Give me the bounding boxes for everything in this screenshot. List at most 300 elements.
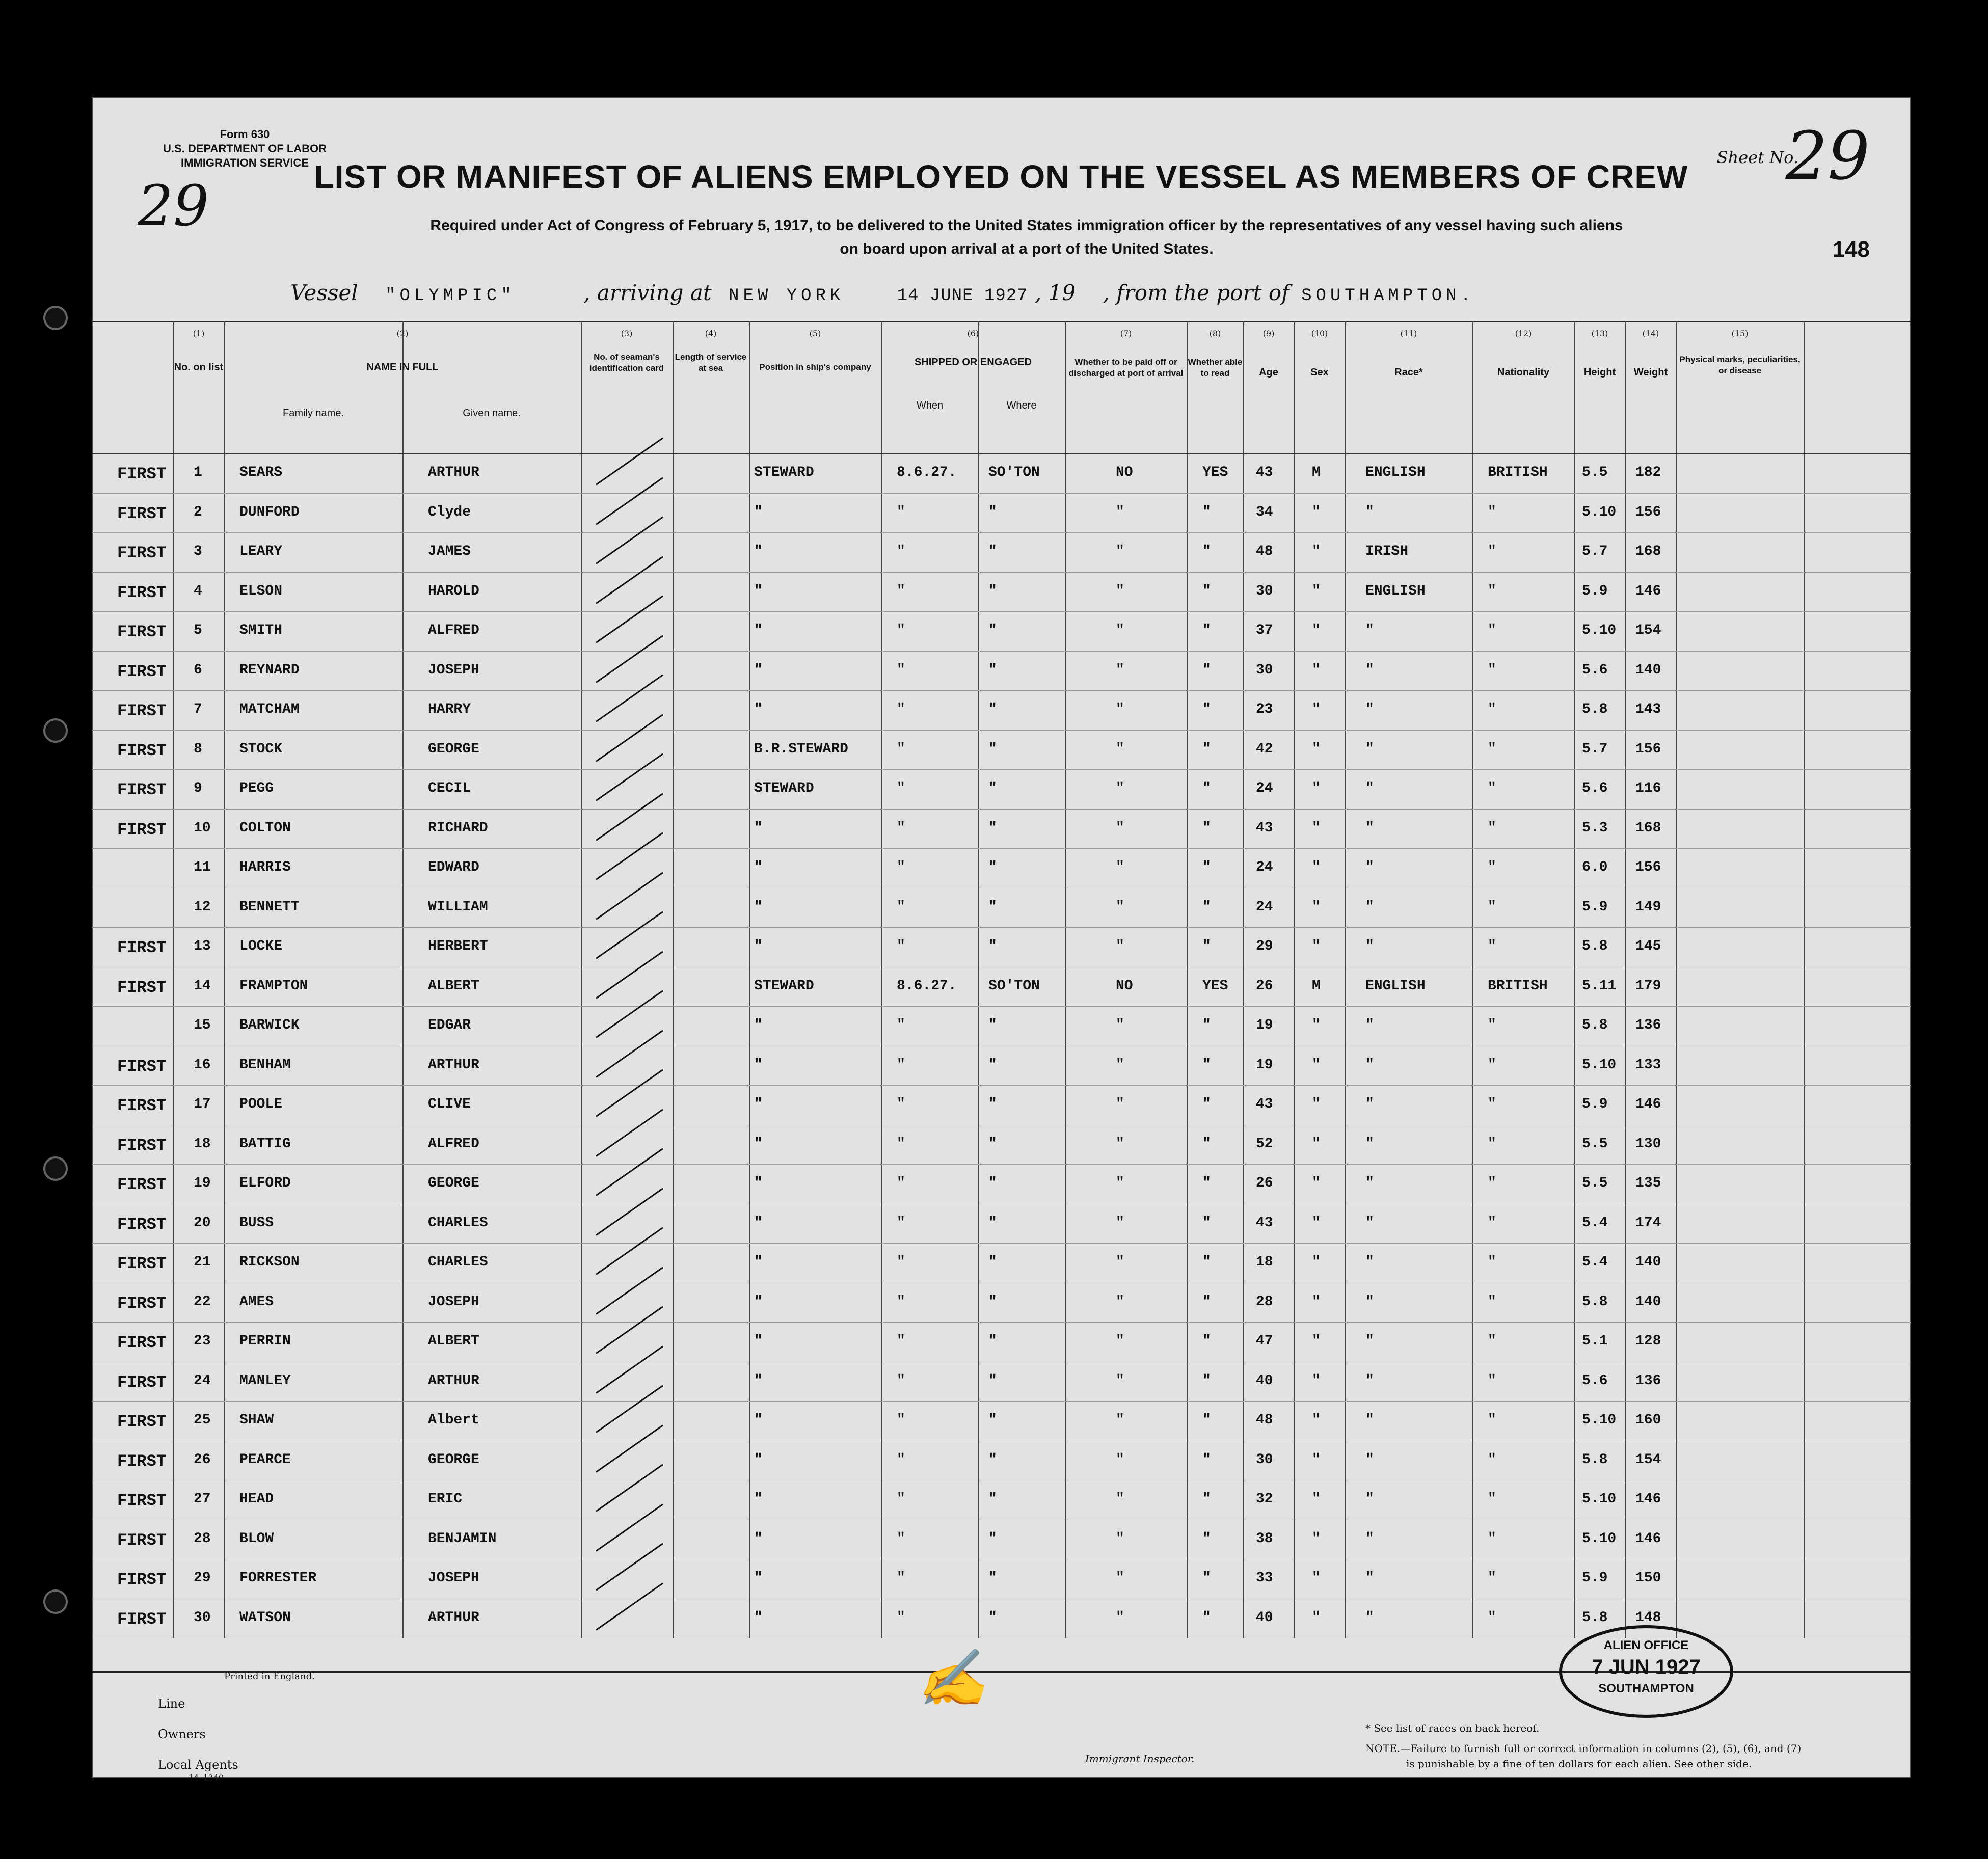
check-mark <box>596 951 663 999</box>
weight: 150 <box>1635 1570 1661 1586</box>
position: STEWARD <box>754 465 814 480</box>
shipped-where: " <box>988 1530 997 1547</box>
paid-off: " <box>1116 504 1124 520</box>
row-rule <box>92 848 1911 849</box>
southampton-stamp <box>1559 1625 1733 1718</box>
shipped-where: " <box>988 702 997 717</box>
header-bottom-rule <box>92 453 1911 454</box>
shipped-where: " <box>988 938 997 954</box>
weight: 146 <box>1635 1530 1661 1547</box>
check-mark <box>596 1069 663 1117</box>
sex: " <box>1312 1609 1321 1626</box>
check-mark <box>596 1464 663 1512</box>
list-number: 12 <box>194 899 211 915</box>
given-name: GEORGE <box>428 741 479 757</box>
age: 42 <box>1256 741 1273 757</box>
sex: " <box>1312 544 1321 559</box>
age: 48 <box>1256 1412 1273 1428</box>
shipped-when: " <box>897 662 905 678</box>
family-name: LEARY <box>239 544 283 559</box>
col6-when-label: When <box>916 400 944 411</box>
agents-code: 14–1340 <box>189 1773 224 1783</box>
family-name: STOCK <box>239 741 283 757</box>
sex: M <box>1312 978 1321 994</box>
sex: " <box>1312 820 1321 836</box>
list-number: 14 <box>194 978 211 994</box>
position: " <box>754 1215 763 1231</box>
given-name: HARRY <box>428 702 471 717</box>
position: " <box>754 1057 763 1073</box>
weight: 130 <box>1635 1136 1661 1152</box>
check-mark <box>596 1306 663 1354</box>
nationality: " <box>1488 1057 1496 1073</box>
height: 5.8 <box>1582 1017 1608 1033</box>
position: " <box>754 1530 763 1547</box>
able-to-read: " <box>1202 1175 1211 1191</box>
list-number: 26 <box>194 1451 211 1468</box>
col8-num: (8) <box>1209 329 1221 338</box>
race: " <box>1365 1530 1374 1547</box>
weight: 146 <box>1635 583 1661 599</box>
given-name: ALFRED <box>428 1136 479 1152</box>
shipped-when: " <box>897 1254 905 1270</box>
able-to-read: " <box>1202 504 1211 520</box>
able-to-read: " <box>1202 1096 1211 1112</box>
check-mark <box>596 872 663 920</box>
paid-off: " <box>1116 1491 1124 1507</box>
race: " <box>1365 1215 1374 1231</box>
check-mark <box>596 437 663 485</box>
arrival-port: NEW YORK <box>729 286 845 306</box>
position: " <box>754 1609 763 1626</box>
sex: " <box>1312 741 1321 757</box>
race: " <box>1365 1254 1374 1270</box>
family-name: PEGG <box>239 780 274 796</box>
position: B.R.STEWARD <box>754 741 848 757</box>
shipped-when: " <box>897 583 905 599</box>
row-rule <box>92 1006 1911 1007</box>
shipped-when: " <box>897 899 905 915</box>
weight: 156 <box>1635 741 1661 757</box>
list-number: 4 <box>194 583 202 599</box>
weight: 156 <box>1635 859 1661 875</box>
form-number: Form 630 <box>220 128 270 141</box>
given-name: ALBERT <box>428 978 479 994</box>
height: 5.9 <box>1582 1096 1608 1112</box>
age: 30 <box>1256 662 1273 678</box>
family-name: WATSON <box>239 1609 291 1626</box>
sex: " <box>1312 1017 1321 1033</box>
row-rule <box>92 1085 1911 1086</box>
note-line-2: is punishable by a fine of ten dollars for each alien. See other side. <box>1406 1758 1752 1770</box>
agents-label: Local Agents <box>158 1758 238 1772</box>
age: 38 <box>1256 1530 1273 1547</box>
race: " <box>1365 702 1374 717</box>
height: 5.8 <box>1582 938 1608 954</box>
family-name: ELFORD <box>239 1175 291 1191</box>
height: 6.0 <box>1582 859 1608 875</box>
age: 43 <box>1256 465 1273 480</box>
race: " <box>1365 1491 1374 1507</box>
check-mark <box>596 1385 663 1433</box>
races-note: * See list of races on back hereof. <box>1365 1722 1540 1734</box>
check-mark <box>596 1227 663 1275</box>
able-to-read: " <box>1202 1609 1211 1626</box>
race: " <box>1365 741 1374 757</box>
class-mark: FIRST <box>117 583 167 602</box>
list-number: 16 <box>194 1057 211 1073</box>
check-mark <box>596 1503 663 1551</box>
age: 47 <box>1256 1333 1273 1349</box>
shipped-when: " <box>897 1372 905 1389</box>
given-name: BENJAMIN <box>428 1530 497 1547</box>
given-name: Albert <box>428 1412 479 1428</box>
race: " <box>1365 1609 1374 1626</box>
weight: 146 <box>1635 1491 1661 1507</box>
family-name: BATTIG <box>239 1136 291 1152</box>
family-name: FORRESTER <box>239 1570 317 1586</box>
paid-off: " <box>1116 1412 1124 1428</box>
col14-label: Weight <box>1633 367 1668 378</box>
class-mark: FIRST <box>117 978 167 997</box>
from-label: , from the port of <box>1103 280 1289 305</box>
paid-off: " <box>1116 859 1124 875</box>
class-mark: FIRST <box>117 1175 167 1194</box>
col11-label: Race* <box>1394 367 1423 378</box>
paid-off: " <box>1116 583 1124 599</box>
position: " <box>754 1570 763 1586</box>
col10-label: Sex <box>1310 367 1329 378</box>
weight: 156 <box>1635 504 1661 520</box>
class-mark: FIRST <box>117 1215 167 1234</box>
age: 18 <box>1256 1254 1273 1270</box>
position: " <box>754 623 763 638</box>
list-number: 23 <box>194 1333 211 1349</box>
given-name: ARTHUR <box>428 1057 479 1073</box>
family-name: MANLEY <box>239 1372 291 1389</box>
position: " <box>754 583 763 599</box>
shipped-when: 8.6.27. <box>897 978 957 994</box>
position: " <box>754 544 763 559</box>
check-mark <box>596 1188 663 1235</box>
race: " <box>1365 1136 1374 1152</box>
nationality: BRITISH <box>1488 465 1548 480</box>
shipped-where: SO'TON <box>988 465 1040 480</box>
col6-num: (6) <box>967 329 979 338</box>
check-mark <box>596 1148 663 1196</box>
list-number: 17 <box>194 1096 211 1112</box>
class-mark: FIRST <box>117 741 167 760</box>
paid-off: " <box>1116 1136 1124 1152</box>
race: " <box>1365 1412 1374 1428</box>
height: 5.10 <box>1582 504 1617 520</box>
age: 32 <box>1256 1491 1273 1507</box>
shipped-where: " <box>988 623 997 638</box>
able-to-read: " <box>1202 1254 1211 1270</box>
given-name: CHARLES <box>428 1254 488 1270</box>
class-mark: FIRST <box>117 1136 167 1155</box>
header-rule <box>92 321 1911 322</box>
shipped-where: " <box>988 504 997 520</box>
shipped-when: " <box>897 859 905 875</box>
able-to-read: " <box>1202 702 1211 717</box>
sex: " <box>1312 1451 1321 1468</box>
list-number: 30 <box>194 1609 211 1626</box>
family-name: PEARCE <box>239 1451 291 1468</box>
class-mark: FIRST <box>117 662 167 681</box>
list-number: 21 <box>194 1254 211 1270</box>
family-name: AMES <box>239 1294 274 1310</box>
punch-hole <box>43 718 68 743</box>
col13-num: (13) <box>1591 329 1608 338</box>
col14-num: (14) <box>1642 329 1659 338</box>
age: 40 <box>1256 1609 1273 1626</box>
able-to-read: " <box>1202 741 1211 757</box>
row-rule <box>92 532 1911 533</box>
col15-label: Physical marks, peculiarities, or disease <box>1679 355 1801 375</box>
check-mark <box>596 911 663 959</box>
height: 5.10 <box>1582 1530 1617 1547</box>
height: 5.8 <box>1582 1451 1608 1468</box>
weight: 116 <box>1635 780 1661 796</box>
list-number: 1 <box>194 465 202 480</box>
punch-hole <box>43 1589 68 1614</box>
race: " <box>1365 1294 1374 1310</box>
subtitle <box>295 214 1758 261</box>
shipped-where: " <box>988 1215 997 1231</box>
race: ENGLISH <box>1365 583 1426 599</box>
col13-label: Height <box>1583 367 1616 378</box>
family-name: REYNARD <box>239 662 300 678</box>
height: 5.10 <box>1582 1412 1617 1428</box>
vessel-label: Vessel <box>290 280 358 305</box>
paid-off: " <box>1116 544 1124 559</box>
height: 5.4 <box>1582 1215 1608 1231</box>
position: " <box>754 1294 763 1310</box>
family-name: ELSON <box>239 583 283 599</box>
shipped-where: " <box>988 1412 997 1428</box>
sex: " <box>1312 938 1321 954</box>
paid-off: " <box>1116 1254 1124 1270</box>
given-name: CLIVE <box>428 1096 471 1112</box>
family-name: BENHAM <box>239 1057 291 1073</box>
able-to-read: " <box>1202 1372 1211 1389</box>
stamp-top: ALIEN OFFICE <box>1603 1638 1689 1652</box>
weight: 143 <box>1635 702 1661 717</box>
col4-num: (4) <box>705 329 717 338</box>
check-mark <box>596 516 663 564</box>
age: 19 <box>1256 1017 1273 1033</box>
stamp-date: 7 JUN 1927 <box>1592 1656 1701 1678</box>
subtitle-line-2: on board upon arrival at a port of the United States. <box>840 240 1214 257</box>
paid-off: " <box>1116 1215 1124 1231</box>
shipped-where: " <box>988 1372 997 1389</box>
able-to-read: " <box>1202 1136 1211 1152</box>
check-mark <box>596 1543 663 1591</box>
position: " <box>754 662 763 678</box>
position: " <box>754 1491 763 1507</box>
position: " <box>754 504 763 520</box>
sheet-code: 148 <box>1832 237 1870 262</box>
shipped-where: " <box>988 820 997 836</box>
check-mark <box>596 714 663 762</box>
family-name: COLTON <box>239 820 291 836</box>
shipped-when: " <box>897 938 905 954</box>
given-name: ALFRED <box>428 623 479 638</box>
height: 5.6 <box>1582 780 1608 796</box>
col8-label: Whether able to read <box>1188 357 1243 378</box>
shipped-where: " <box>988 1175 997 1191</box>
position: STEWARD <box>754 978 814 994</box>
race: " <box>1365 1451 1374 1468</box>
height: 5.7 <box>1582 544 1608 559</box>
weight: 145 <box>1635 938 1661 954</box>
shipped-when: 8.6.27. <box>897 465 957 480</box>
age: 30 <box>1256 583 1273 599</box>
col2-family-label: Family name. <box>282 408 344 419</box>
given-name: CHARLES <box>428 1215 488 1231</box>
vessel-name: "OLYMPIC" <box>385 286 516 306</box>
weight: 154 <box>1635 623 1661 638</box>
shipped-where: " <box>988 1254 997 1270</box>
nationality: " <box>1488 662 1496 678</box>
race: " <box>1365 780 1374 796</box>
row-rule <box>92 1243 1911 1244</box>
position: " <box>754 1451 763 1468</box>
shipped-when: " <box>897 1057 905 1073</box>
sex: " <box>1312 623 1321 638</box>
paid-off: " <box>1116 1057 1124 1073</box>
col6-where-label: Where <box>1006 400 1037 411</box>
shipped-where: " <box>988 780 997 796</box>
weight: 174 <box>1635 1215 1661 1231</box>
list-number: 24 <box>194 1372 211 1389</box>
height: 5.10 <box>1582 1491 1617 1507</box>
nationality: " <box>1488 1096 1496 1112</box>
list-number: 7 <box>194 702 202 717</box>
able-to-read: " <box>1202 1057 1211 1073</box>
age: 26 <box>1256 978 1273 994</box>
family-name: POOLE <box>239 1096 283 1112</box>
race: " <box>1365 938 1374 954</box>
age: 24 <box>1256 859 1273 875</box>
list-number: 20 <box>194 1215 211 1231</box>
manifest-sheet <box>92 97 1911 1783</box>
race: " <box>1365 1372 1374 1389</box>
age: 23 <box>1256 702 1273 717</box>
weight: 146 <box>1635 1096 1661 1112</box>
family-name: LOCKE <box>239 938 283 954</box>
family-name: SEARS <box>239 465 283 480</box>
nationality: " <box>1488 1570 1496 1586</box>
able-to-read: " <box>1202 662 1211 678</box>
able-to-read: " <box>1202 1215 1211 1231</box>
sex: " <box>1312 1372 1321 1389</box>
row-rule <box>92 651 1911 652</box>
sex: " <box>1312 702 1321 717</box>
line-label: Line <box>158 1696 185 1711</box>
shipped-when: " <box>897 702 905 717</box>
shipped-when: " <box>897 1017 905 1033</box>
position: " <box>754 1096 763 1112</box>
height: 5.7 <box>1582 741 1608 757</box>
age: 43 <box>1256 1096 1273 1112</box>
col5-label: Position in ship's company <box>759 362 871 372</box>
col12-num: (12) <box>1515 329 1532 338</box>
list-number: 3 <box>194 544 202 559</box>
given-name: ARTHUR <box>428 465 479 480</box>
given-name: GEORGE <box>428 1451 479 1468</box>
col9-label: Age <box>1259 367 1278 378</box>
sex: " <box>1312 1530 1321 1547</box>
shipped-when: " <box>897 1175 905 1191</box>
page-title: LIST OR MANIFEST OF ALIENS EMPLOYED ON THE VESSEL AS MEMBERS OF CREW <box>314 158 1688 195</box>
sex: " <box>1312 1175 1321 1191</box>
shipped-when: " <box>897 741 905 757</box>
sex: " <box>1312 899 1321 915</box>
nationality: " <box>1488 1333 1496 1349</box>
col9-num: (9) <box>1262 329 1275 338</box>
family-name: HARRIS <box>239 859 291 875</box>
race: " <box>1365 623 1374 638</box>
col7-label: Whether to be paid off or discharged at port of arrival <box>1068 357 1184 378</box>
nationality: " <box>1488 1609 1496 1626</box>
shipped-where: " <box>988 1333 997 1349</box>
weight: 140 <box>1635 662 1661 678</box>
shipped-where: " <box>988 1096 997 1112</box>
nationality: " <box>1488 1412 1496 1428</box>
nationality: " <box>1488 702 1496 717</box>
check-mark <box>596 832 663 880</box>
shipped-where: " <box>988 1451 997 1468</box>
list-number: 28 <box>194 1530 211 1547</box>
position: STEWARD <box>754 780 814 796</box>
paid-off: " <box>1116 662 1124 678</box>
nationality: " <box>1488 1372 1496 1389</box>
able-to-read: YES <box>1202 465 1228 480</box>
shipped-where: " <box>988 1609 997 1626</box>
able-to-read: " <box>1202 1294 1211 1310</box>
height: 5.5 <box>1582 1136 1608 1152</box>
paid-off: " <box>1116 1294 1124 1310</box>
sex: " <box>1312 1136 1321 1152</box>
shipped-when: " <box>897 1451 905 1468</box>
race: " <box>1365 504 1374 520</box>
able-to-read: " <box>1202 938 1211 954</box>
given-name: ERIC <box>428 1491 463 1507</box>
check-mark <box>596 635 663 683</box>
height: 5.3 <box>1582 820 1608 836</box>
age: 28 <box>1256 1294 1273 1310</box>
sex: " <box>1312 859 1321 875</box>
nationality: " <box>1488 1294 1496 1310</box>
family-name: BUSS <box>239 1215 274 1231</box>
nationality: " <box>1488 1017 1496 1033</box>
list-number: 11 <box>194 859 211 875</box>
paid-off: " <box>1116 780 1124 796</box>
able-to-read: " <box>1202 583 1211 599</box>
height: 5.5 <box>1582 465 1608 480</box>
list-number: 25 <box>194 1412 211 1428</box>
class-mark: FIRST <box>117 1254 167 1273</box>
sex: " <box>1312 1491 1321 1507</box>
punch-hole <box>43 306 68 330</box>
weight: 140 <box>1635 1294 1661 1310</box>
age: 24 <box>1256 899 1273 915</box>
shipped-where: " <box>988 1570 997 1586</box>
class-mark: FIRST <box>117 702 167 720</box>
age: 43 <box>1256 820 1273 836</box>
